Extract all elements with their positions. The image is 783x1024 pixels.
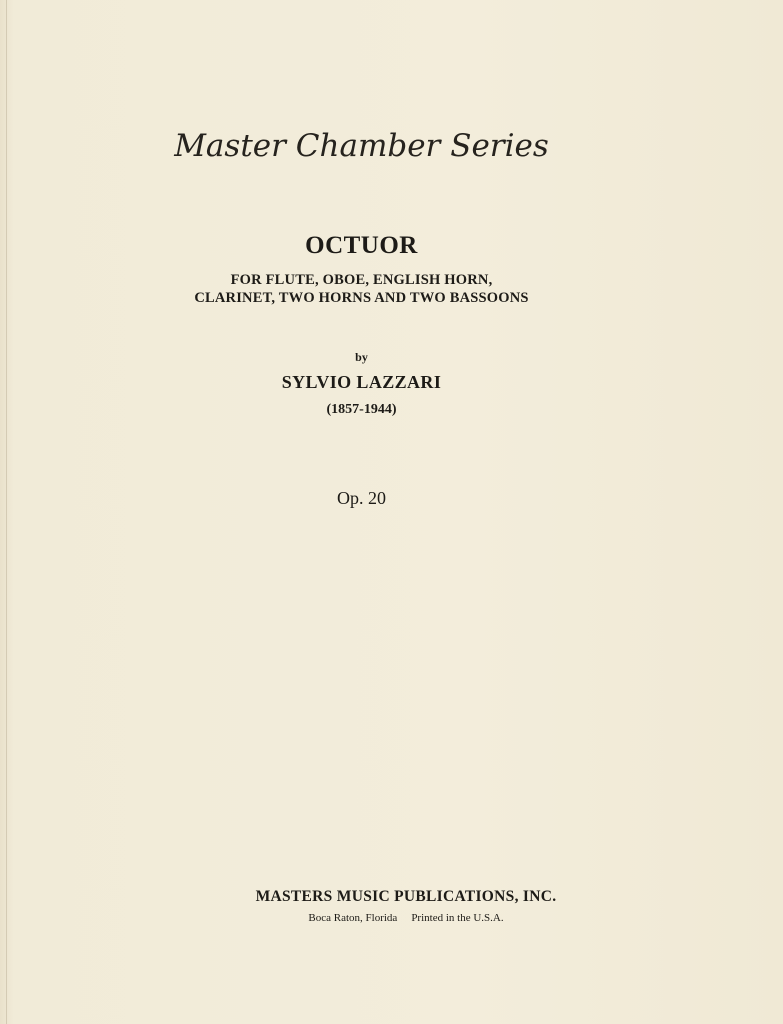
composer-name: SYLVIO LAZZARI [281,372,442,392]
publisher-name: MASTERS MUSIC PUBLICATIONS, INC. [255,888,557,905]
printed-in: Printed in the U.S.A. [411,912,504,924]
instrumentation-line-1: FOR FLUTE, OBOE, ENGLISH HORN, [230,272,493,288]
opus-number: Op. 20 [337,488,386,508]
by-label: by [355,350,368,364]
instrumentation-line-2: CLARINET, TWO HORNS AND TWO BASSOONS [194,290,529,306]
composer-dates: (1857-1944) [326,402,397,417]
instrumentation [0,271,723,307]
publisher-location: Boca Raton, Florida [308,912,398,924]
publisher-info [0,912,783,924]
series-name: Master Chamber Series [174,128,549,164]
work-title: OCTUOR [305,232,418,259]
